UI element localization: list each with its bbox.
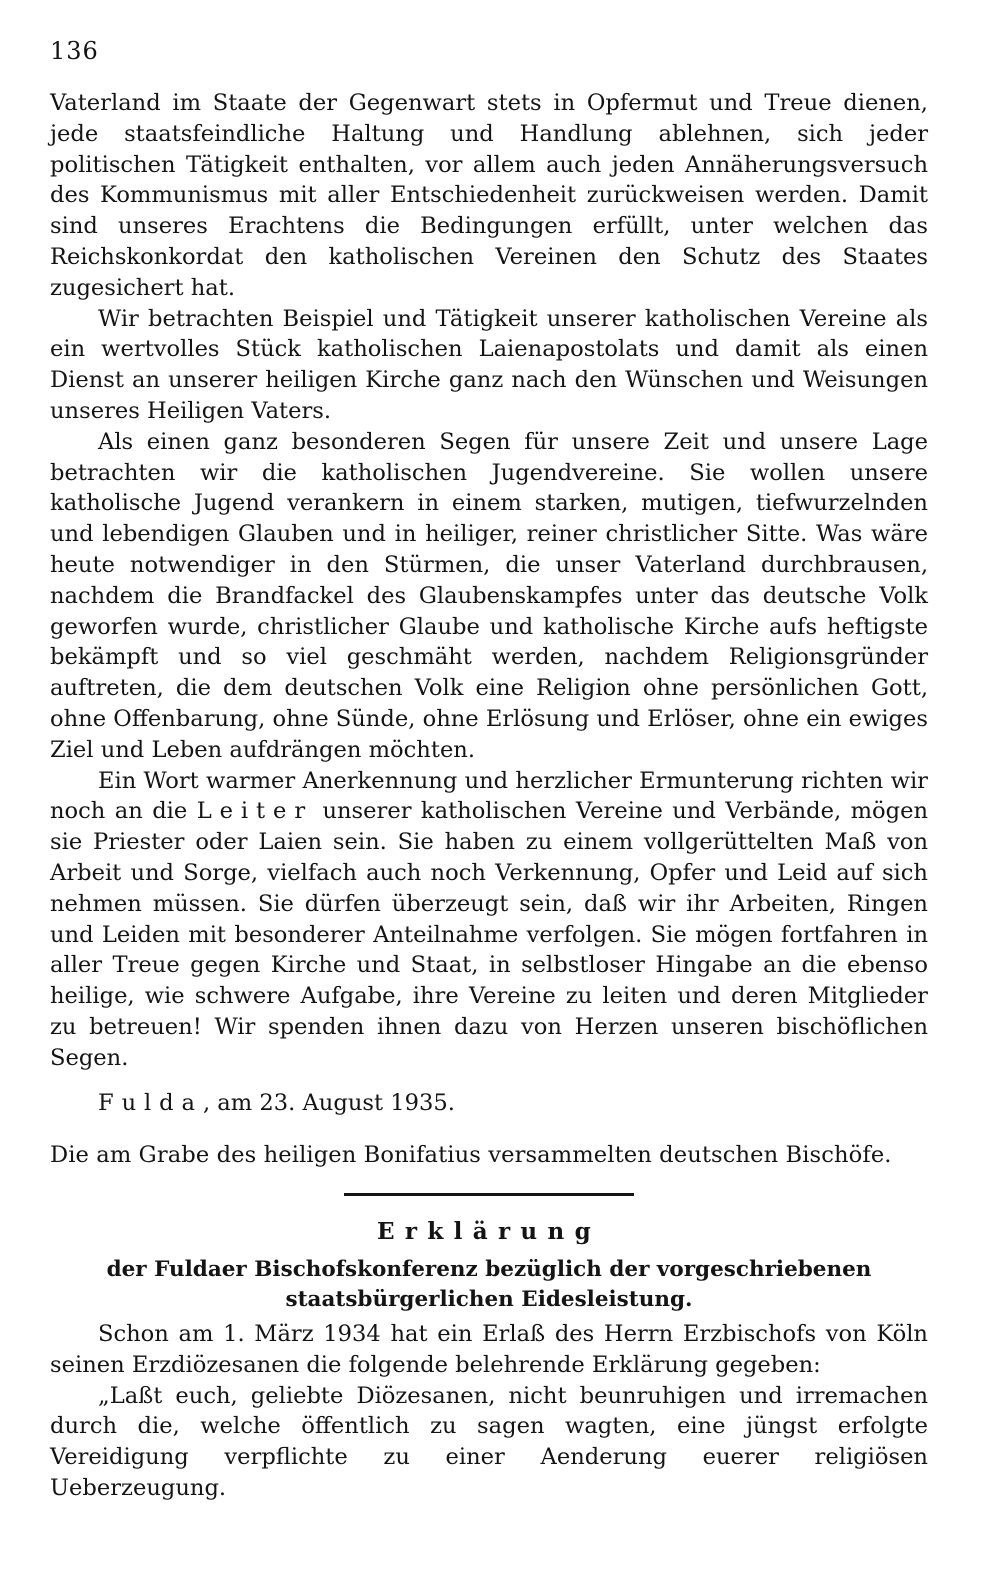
signature-date: , am 23. August 1935. (202, 1089, 455, 1116)
paragraph-leiter-after: unserer katholischen Vereine und Verbände, mögen sie Priester oder Laien sein. Sie haben zu einem vollgerüttelten Maß von Arbeit und Sorge, vielfach auch noch Verkennung, Opfer und Leid auf sich nehmen müssen. Sie dürfen überzeugt sein, daß wir ihr Arbeiten, Ringen und Leiden mit besonderer Anteilnahme verfolgen. Sie mögen fortfahren in aller Treue gegen Kirche und Staat, in selbstloser Hingabe an die ebenso heilige, wie schwere Aufgabe, ihre Vereine zu leiten und deren Mitglieder zu betreuen! Wir spenden ihnen dazu von Herzen unseren bischöflichen Segen. (50, 798, 928, 1071)
section-title: Erklärung (376, 1218, 602, 1246)
paragraph-jugendvereine: Als einen ganz besonderen Segen für unsere Zeit und unsere Lage betrachten wir die katholischen Jugendvereine. Sie wollen unsere katholische Jugend verankern in einem starken, mutigen, tiefwurzelnden und lebendigen Glauben und in heiliger, reiner christlicher Sitte. Was wäre heute notwendiger in den Stürmen, die unser Vaterland durchbrausen, nachdem die Brandfackel des Glaubenskampfes unter das deutsche Volk geworfen wurde, christlicher Glaube und katholische Kirche aufs heftigste bekämpft und so viel geschmäht werden, nachdem Religionsgründer auftreten, die dem deutschen Volk eine Religion ohne persönlichen Gott, ohne Offenbarung, ohne Sünde, ohne Erlösung und Erlöser, ohne ein ewiges Ziel und Leben aufdrängen möchten. (50, 428, 928, 763)
signatories: Die am Grabe des heiligen Bonifatius versammelten deutschen Bischöfe. (50, 1142, 892, 1169)
signature-place: Fulda (98, 1089, 203, 1116)
page-number: 136 (50, 37, 99, 65)
document-page (50, 36, 928, 1504)
paragraph-continuation: Vaterland im Staate der Gegenwart stets in Opfermut und Treue dienen, jede staatsfeindliche Haltung und Handlung ablehnen, sich jeder politischen Tätigkeit enthalten, vor allem auch jeden Annäherungsversuch des Kommunismus mit aller Entschiedenheit zurückweisen werden. Damit sind unseres Erachtens die Bedingungen erfüllt, unter welchen das Reichskonkordat den katholischen Vereinen den Schutz des Staates zugesichert hat. (50, 90, 928, 301)
section-divider (344, 1193, 634, 1196)
paragraph-laienapostolat: Wir betrachten Beispiel und Tätigkeit unserer katholischen Vereine als ein wertvolles Stück katholischen Laienapostolats und damit als einen Dienst an unserer heiligen Kirche ganz nach den Wünschen und Weisungen unseres Heiligen Vaters. (50, 305, 928, 424)
signature-place-date (98, 1088, 928, 1119)
paragraph-leiter (50, 766, 928, 1074)
spaced-word-leiter: Leiter (196, 798, 314, 825)
section-subtitle: der Fuldaer Bischofskonferenz bezüglich der vorgeschriebenen staatsbürgerlichen Eidesleistung. (106, 1257, 872, 1313)
paragraph-quote: „Laßt euch, geliebte Diözesanen, nicht beunruhigen und irremachen durch die, welche öffentlich zu sagen wagten, eine jüngst erfolgte Vereidigung verpflichte zu einer Aenderung euerer religiösen Ueberzeugung. (50, 1382, 928, 1502)
paragraph-leiter-before: Ein Wort warmer Anerkennung und herzlicher Ermunterung richten wir noch an die (50, 767, 928, 825)
paragraph-erlass: Schon am 1. März 1934 hat ein Erlaß des Herrn Erzbischofs von Köln seinen Erzdiözesanen die folgende belehrende Erklärung gegeben: (50, 1321, 928, 1378)
